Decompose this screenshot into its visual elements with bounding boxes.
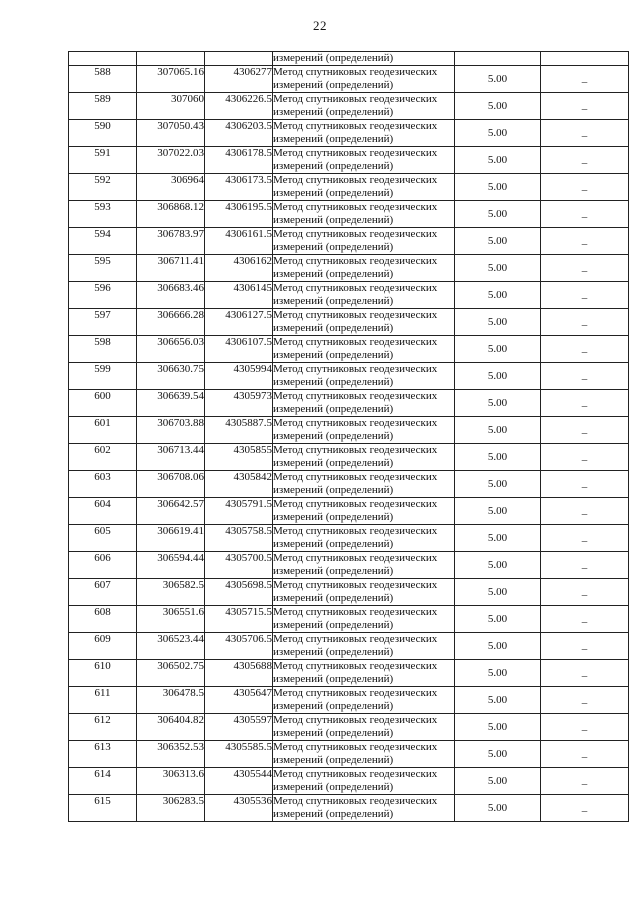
accuracy-cell: 5.00 [455, 444, 541, 471]
continuation-cell-y [205, 52, 273, 66]
table-row [69, 498, 629, 525]
coordinate-y-cell: 4305855 [205, 444, 273, 471]
point-number-cell: 604 [69, 498, 137, 525]
accuracy-cell: 5.00 [455, 768, 541, 795]
method-cell [273, 228, 455, 255]
method-cell [273, 714, 455, 741]
point-number-cell: 594 [69, 228, 137, 255]
method-line: измерений (определений) [273, 646, 394, 658]
method-line: измерений (определений) [273, 592, 394, 604]
description-cell [541, 444, 629, 471]
method-cell [273, 498, 455, 525]
coordinate-x-cell: 307060 [137, 93, 205, 120]
coordinate-x-cell: 306594.44 [137, 552, 205, 579]
point-number-cell: 614 [69, 768, 137, 795]
point-number-cell: 598 [69, 336, 137, 363]
accuracy-cell: 5.00 [455, 687, 541, 714]
table-row [69, 714, 629, 741]
coordinate-y-cell: 4305698.5 [205, 579, 273, 606]
accuracy-cell: 5.00 [455, 120, 541, 147]
accuracy-cell: 5.00 [455, 741, 541, 768]
continuation-cell-acc [455, 52, 541, 66]
method-cell [273, 552, 455, 579]
method-line: измерений (определений) [273, 322, 394, 334]
table-row [69, 417, 629, 444]
method-line: измерений (определений) [273, 187, 394, 199]
point-number-cell: 595 [69, 255, 137, 282]
coordinate-y-cell: 4305536 [205, 795, 273, 822]
method-cell [273, 633, 455, 660]
description-dash: – [581, 642, 588, 655]
method-cell [273, 336, 455, 363]
method-cell [273, 660, 455, 687]
method-line: измерений (определений) [273, 484, 394, 496]
description-dash: – [581, 507, 588, 520]
description-dash: – [581, 723, 588, 736]
method-line: Метод спутниковых геодезических [273, 552, 438, 564]
method-cell [273, 579, 455, 606]
coordinate-x-cell: 307050.43 [137, 120, 205, 147]
coordinate-y-cell: 4306145 [205, 282, 273, 309]
description-dash: – [581, 129, 588, 142]
accuracy-cell: 5.00 [455, 714, 541, 741]
coordinate-y-cell: 4305585.5 [205, 741, 273, 768]
method-line: измерений (определений) [273, 376, 394, 388]
description-dash: – [581, 264, 588, 277]
page-number: 22 [313, 18, 327, 33]
coordinate-y-cell: 4305887.5 [205, 417, 273, 444]
method-line: измерений (определений) [273, 457, 394, 469]
accuracy-cell: 5.00 [455, 201, 541, 228]
description-dash: – [581, 669, 588, 682]
table-row [69, 174, 629, 201]
method-cell [273, 471, 455, 498]
point-number-cell: 603 [69, 471, 137, 498]
coordinate-x-cell: 306868.12 [137, 201, 205, 228]
description-cell [541, 714, 629, 741]
coordinate-y-cell: 4305973 [205, 390, 273, 417]
coordinate-x-cell: 306703.88 [137, 417, 205, 444]
description-cell [541, 147, 629, 174]
method-cell [273, 120, 455, 147]
coordinate-y-cell: 4305544 [205, 768, 273, 795]
table-row [69, 309, 629, 336]
point-number-cell: 591 [69, 147, 137, 174]
method-line: Метод спутниковых геодезических [273, 390, 438, 402]
description-cell [541, 606, 629, 633]
point-number-cell: 599 [69, 363, 137, 390]
coordinate-x-cell: 306711.41 [137, 255, 205, 282]
method-cell [273, 309, 455, 336]
method-cell [273, 444, 455, 471]
method-line: измерений (определений) [273, 511, 394, 523]
coordinate-x-cell: 306619.41 [137, 525, 205, 552]
table-row [69, 768, 629, 795]
description-cell [541, 228, 629, 255]
method-line: Метод спутниковых геодезических [273, 174, 438, 186]
method-line: измерений (определений) [273, 403, 394, 415]
method-cell [273, 174, 455, 201]
method-line: Метод спутниковых геодезических [273, 282, 438, 294]
point-number-cell: 612 [69, 714, 137, 741]
coordinate-x-cell: 306404.82 [137, 714, 205, 741]
description-cell [541, 552, 629, 579]
coordinate-x-cell: 306783.97 [137, 228, 205, 255]
description-dash: – [581, 615, 588, 628]
continuation-row [69, 52, 629, 66]
accuracy-cell: 5.00 [455, 633, 541, 660]
description-cell [541, 498, 629, 525]
method-cell [273, 741, 455, 768]
description-dash: – [581, 291, 588, 304]
description-dash: – [581, 777, 588, 790]
accuracy-cell: 5.00 [455, 363, 541, 390]
table-row [69, 660, 629, 687]
coordinate-x-cell: 306352.53 [137, 741, 205, 768]
coordinate-y-cell: 4306195.5 [205, 201, 273, 228]
description-dash: – [581, 156, 588, 169]
method-line: измерений (определений) [273, 241, 394, 253]
accuracy-cell: 5.00 [455, 579, 541, 606]
method-line: измерений (определений) [273, 727, 394, 739]
table-row [69, 795, 629, 822]
coordinate-x-cell: 306630.75 [137, 363, 205, 390]
accuracy-cell: 5.00 [455, 795, 541, 822]
coordinate-x-cell: 306683.46 [137, 282, 205, 309]
method-line: Метод спутниковых геодезических [273, 363, 438, 375]
coordinate-y-cell: 4305647 [205, 687, 273, 714]
accuracy-cell: 5.00 [455, 660, 541, 687]
coordinate-x-cell: 306582.5 [137, 579, 205, 606]
description-cell [541, 93, 629, 120]
coordinate-x-cell: 306551.6 [137, 606, 205, 633]
method-line: Метод спутниковых геодезических [273, 417, 438, 429]
description-dash: – [581, 183, 588, 196]
description-cell [541, 120, 629, 147]
method-line: Метод спутниковых геодезических [273, 201, 438, 213]
table-row [69, 363, 629, 390]
coordinate-y-cell: 4305700.5 [205, 552, 273, 579]
coordinate-x-cell: 306639.54 [137, 390, 205, 417]
coordinate-y-cell: 4306161.5 [205, 228, 273, 255]
table-row [69, 228, 629, 255]
point-number-cell: 611 [69, 687, 137, 714]
method-line: Метод спутниковых геодезических [273, 471, 438, 483]
method-line: Метод спутниковых геодезических [273, 795, 438, 807]
method-line: измерений (определений) [273, 79, 394, 91]
accuracy-cell: 5.00 [455, 552, 541, 579]
coordinates-table-body [69, 52, 629, 822]
description-cell [541, 471, 629, 498]
accuracy-cell: 5.00 [455, 390, 541, 417]
method-cell [273, 795, 455, 822]
description-dash: – [581, 399, 588, 412]
description-cell [541, 633, 629, 660]
accuracy-cell: 5.00 [455, 93, 541, 120]
point-number-cell: 593 [69, 201, 137, 228]
coordinate-y-cell: 4305758.5 [205, 525, 273, 552]
coordinate-y-cell: 4305791.5 [205, 498, 273, 525]
point-number-cell: 607 [69, 579, 137, 606]
method-cell [273, 525, 455, 552]
method-line: измерений (определений) [273, 673, 394, 685]
description-dash: – [581, 372, 588, 385]
point-number-cell: 597 [69, 309, 137, 336]
method-cell [273, 390, 455, 417]
method-line: Метод спутниковых геодезических [273, 93, 438, 105]
description-cell [541, 795, 629, 822]
method-line: Метод спутниковых геодезических [273, 228, 438, 240]
description-cell [541, 417, 629, 444]
method-line: Метод спутниковых геодезических [273, 444, 438, 456]
coordinate-y-cell: 4305994 [205, 363, 273, 390]
coordinate-y-cell: 4306162 [205, 255, 273, 282]
coordinate-x-cell: 307065.16 [137, 66, 205, 93]
method-cell [273, 282, 455, 309]
coordinate-x-cell: 307022.03 [137, 147, 205, 174]
point-number-cell: 602 [69, 444, 137, 471]
table-row [69, 120, 629, 147]
coordinate-x-cell: 306964 [137, 174, 205, 201]
table-row [69, 606, 629, 633]
method-line: измерений (определений) [273, 754, 394, 766]
table-row [69, 147, 629, 174]
coordinate-x-cell: 306708.06 [137, 471, 205, 498]
method-line: Метод спутниковых геодезических [273, 309, 438, 321]
description-cell [541, 174, 629, 201]
table-row [69, 633, 629, 660]
description-cell [541, 687, 629, 714]
method-line: Метод спутниковых геодезических [273, 147, 438, 159]
description-dash: – [581, 561, 588, 574]
coordinate-x-cell: 306523.44 [137, 633, 205, 660]
coordinate-y-cell: 4306127.5 [205, 309, 273, 336]
method-line: измерений (определений) [273, 538, 394, 550]
accuracy-cell: 5.00 [455, 147, 541, 174]
coordinate-y-cell: 4305688 [205, 660, 273, 687]
coordinate-y-cell: 4305597 [205, 714, 273, 741]
point-number-cell: 600 [69, 390, 137, 417]
method-line: Метод спутниковых геодезических [273, 255, 438, 267]
method-line: измерений (определений) [273, 268, 394, 280]
method-line: измерений (определений) [273, 160, 394, 172]
table-row [69, 201, 629, 228]
point-number-cell: 606 [69, 552, 137, 579]
description-cell [541, 363, 629, 390]
method-line: Метод спутниковых геодезических [273, 768, 438, 780]
accuracy-cell: 5.00 [455, 336, 541, 363]
description-cell [541, 741, 629, 768]
method-line: Метод спутниковых геодезических [273, 687, 438, 699]
coordinate-y-cell: 4305706.5 [205, 633, 273, 660]
method-line: измерений (определений) [273, 808, 394, 820]
method-cell [273, 363, 455, 390]
description-dash: – [581, 588, 588, 601]
point-number-cell: 615 [69, 795, 137, 822]
method-line: Метод спутниковых геодезических [273, 606, 438, 618]
point-number-cell: 589 [69, 93, 137, 120]
method-line: Метод спутниковых геодезических [273, 579, 438, 591]
point-number-cell: 610 [69, 660, 137, 687]
point-number-cell: 605 [69, 525, 137, 552]
accuracy-cell: 5.00 [455, 606, 541, 633]
coordinate-y-cell: 4306226.5 [205, 93, 273, 120]
coordinate-y-cell: 4306203.5 [205, 120, 273, 147]
coordinate-x-cell: 306642.57 [137, 498, 205, 525]
accuracy-cell: 5.00 [455, 255, 541, 282]
coordinate-x-cell: 306478.5 [137, 687, 205, 714]
description-dash: – [581, 696, 588, 709]
method-cell [273, 255, 455, 282]
description-cell [541, 282, 629, 309]
method-line: Метод спутниковых геодезических [273, 714, 438, 726]
description-dash: – [581, 426, 588, 439]
method-line: измерений (определений) [273, 565, 394, 577]
method-cell [273, 417, 455, 444]
description-dash: – [581, 534, 588, 547]
coordinate-x-cell: 306283.5 [137, 795, 205, 822]
accuracy-cell: 5.00 [455, 471, 541, 498]
accuracy-cell: 5.00 [455, 525, 541, 552]
coordinate-x-cell: 306713.44 [137, 444, 205, 471]
table-row [69, 282, 629, 309]
point-number-cell: 590 [69, 120, 137, 147]
continuation-cell-desc [541, 52, 629, 66]
table-row [69, 255, 629, 282]
description-dash: – [581, 804, 588, 817]
point-number-cell: 601 [69, 417, 137, 444]
continuation-cell-x [137, 52, 205, 66]
accuracy-cell: 5.00 [455, 309, 541, 336]
continuation-cell-num [69, 52, 137, 66]
coordinates-table [68, 51, 629, 822]
table-row [69, 471, 629, 498]
method-line: измерений (определений) [273, 133, 394, 145]
method-line: измерений (определений) [273, 619, 394, 631]
table-row [69, 390, 629, 417]
description-dash: – [581, 102, 588, 115]
point-number-cell: 608 [69, 606, 137, 633]
description-cell [541, 309, 629, 336]
accuracy-cell: 5.00 [455, 228, 541, 255]
method-line: Метод спутниковых геодезических [273, 741, 438, 753]
coordinate-x-cell: 306502.75 [137, 660, 205, 687]
method-cell [273, 687, 455, 714]
accuracy-cell: 5.00 [455, 66, 541, 93]
table-row [69, 444, 629, 471]
coordinate-y-cell: 4305842 [205, 471, 273, 498]
method-line: Метод спутниковых геодезических [273, 66, 438, 78]
description-dash: – [581, 480, 588, 493]
description-dash: – [581, 345, 588, 358]
table-row [69, 579, 629, 606]
description-cell [541, 255, 629, 282]
accuracy-cell: 5.00 [455, 282, 541, 309]
coordinate-x-cell: 306313.6 [137, 768, 205, 795]
point-number-cell: 588 [69, 66, 137, 93]
method-line: измерений (определений) [273, 106, 394, 118]
description-dash: – [581, 210, 588, 223]
table-row [69, 687, 629, 714]
method-cell [273, 606, 455, 633]
method-cell [273, 201, 455, 228]
method-line: Метод спутниковых геодезических [273, 525, 438, 537]
method-line: измерений (определений) [273, 349, 394, 361]
description-dash: – [581, 453, 588, 466]
continuation-method-text: измерений (определений) [273, 52, 455, 66]
method-line: измерений (определений) [273, 214, 394, 226]
method-cell [273, 147, 455, 174]
coordinate-y-cell: 4306107.5 [205, 336, 273, 363]
method-line: Метод спутниковых геодезических [273, 633, 438, 645]
table-row [69, 336, 629, 363]
description-cell [541, 390, 629, 417]
method-line: Метод спутниковых геодезических [273, 336, 438, 348]
method-line: Метод спутниковых геодезических [273, 660, 438, 672]
coordinate-y-cell: 4306277 [205, 66, 273, 93]
table-row [69, 66, 629, 93]
method-line: измерений (определений) [273, 700, 394, 712]
method-line: измерений (определений) [273, 295, 394, 307]
description-cell [541, 201, 629, 228]
description-cell [541, 66, 629, 93]
description-cell [541, 768, 629, 795]
table-row [69, 741, 629, 768]
description-cell [541, 579, 629, 606]
table-row [69, 93, 629, 120]
coordinate-x-cell: 306666.28 [137, 309, 205, 336]
accuracy-cell: 5.00 [455, 174, 541, 201]
description-dash: – [581, 318, 588, 331]
coordinate-y-cell: 4306173.5 [205, 174, 273, 201]
description-dash: – [581, 237, 588, 250]
method-cell [273, 93, 455, 120]
point-number-cell: 592 [69, 174, 137, 201]
description-cell [541, 660, 629, 687]
description-cell [541, 525, 629, 552]
method-line: измерений (определений) [273, 781, 394, 793]
coordinate-y-cell: 4306178.5 [205, 147, 273, 174]
point-number-cell: 613 [69, 741, 137, 768]
method-line: Метод спутниковых геодезических [273, 120, 438, 132]
method-line: измерений (определений) [273, 430, 394, 442]
method-cell [273, 66, 455, 93]
accuracy-cell: 5.00 [455, 498, 541, 525]
method-line: Метод спутниковых геодезических [273, 498, 438, 510]
accuracy-cell: 5.00 [455, 417, 541, 444]
table-row [69, 525, 629, 552]
table-row [69, 552, 629, 579]
point-number-cell: 596 [69, 282, 137, 309]
method-cell [273, 768, 455, 795]
description-cell [541, 336, 629, 363]
point-number-cell: 609 [69, 633, 137, 660]
description-dash: – [581, 750, 588, 763]
coordinate-y-cell: 4305715.5 [205, 606, 273, 633]
coordinate-x-cell: 306656.03 [137, 336, 205, 363]
description-dash: – [581, 75, 588, 88]
